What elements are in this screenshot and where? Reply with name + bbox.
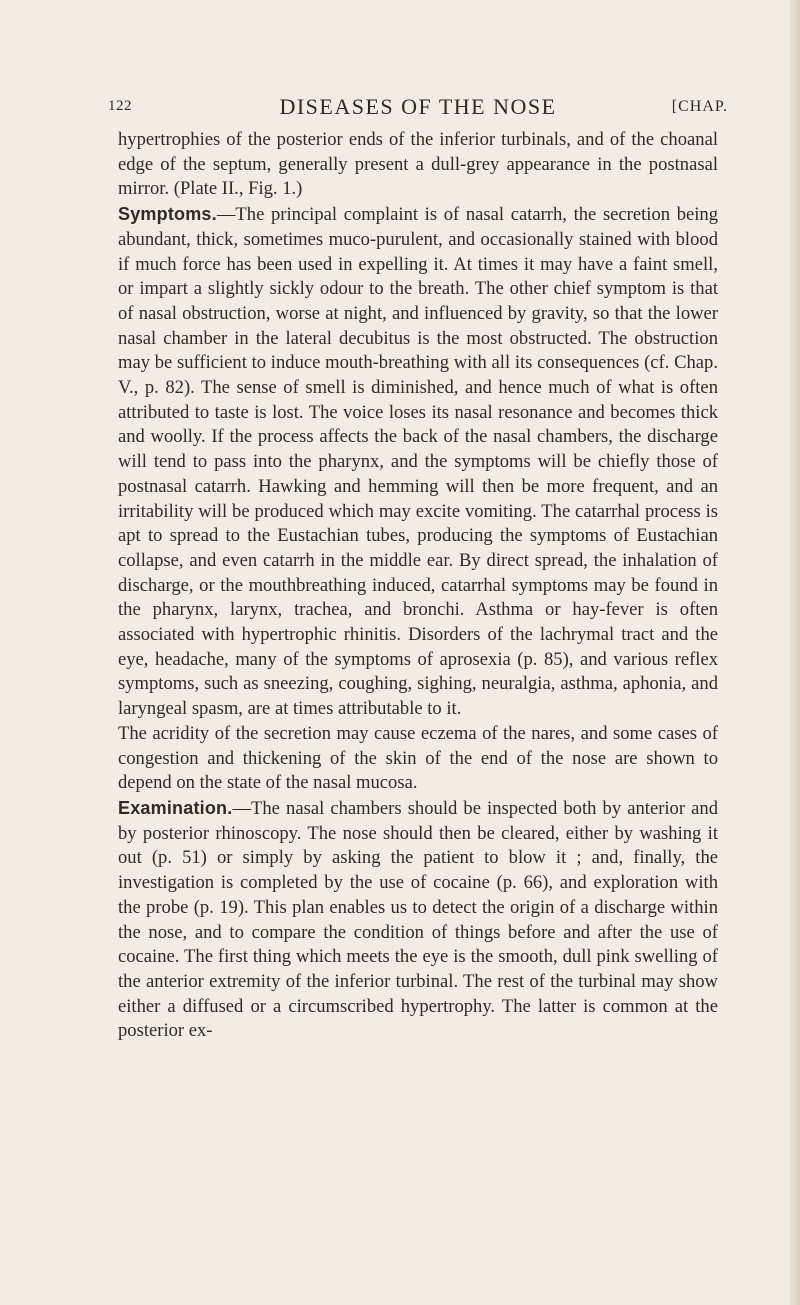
examination-heading: Examination. [118,797,233,818]
page-number: 122 [108,98,132,114]
running-title: DISEASES OF THE NOSE [279,94,557,119]
chapter-label: [CHAP. [671,98,728,115]
paragraph-continuation: hypertrophies of the posterior ends of the inferior turbinals, and of the choanal edge of the septum, generally present a dull-grey appearance in the postnasal mirror. (Plate II., Fig. 1.) [118,129,718,200]
examination-paragraph [118,796,718,1044]
symptoms-heading: Symptoms. [118,204,217,225]
page-header [108,94,728,124]
body-text [118,128,718,1044]
symptoms-paragraph [118,202,718,722]
page-edge-shadow [790,0,800,1305]
symptoms-text: —The principal complaint is of nasal catarrh, the secretion being abundant, thick, sometimes muco-purulent, and occasionally stained with blood if much force has been used in expelling it. At times it may have a faint smell, or impart a slightly sickly odour to the breath. The other chief symptom is that of nasal obstruction, worse at night, and influenced by gravity, so that the lower nasal chamber in the lateral decubitus is the most obstructed. The obstruction may be sufficient to induce mouth-breathing with all its consequences (cf. Chap. V., p. 82). The sense of smell is diminished, and hence much of what is often attributed to taste is lost. The voice loses its nasal resonance and becomes thick and woolly. If the process affects the back of the nasal chambers, the discharge will tend to pass into the pharynx, and the symptoms will be chiefly those of postnasal catarrh. Hawking and hemming will then be more frequent, and an irritability will be produced which may excite vomiting. The catarrhal process is apt to spread to the Eustachian tubes, producing the symptoms of Eustachian collapse, and even catarrh in the middle ear. By direct spread, the inhalation of discharge, or the mouthbreathing induced, catarrhal symptoms may be found in the pharynx, larynx, trachea, and bronchi. Asthma or hay-fever is often associated with hypertrophic rhinitis. Disorders of the lachrymal tract and the eye, headache, many of the symptoms of aprosexia (p. 85), and various reflex symptoms, such as sneezing, coughing, sighing, neuralgia, asthma, aphonia, and laryngeal spasm, are at times attributable to it. [118,204,718,720]
book-page [108,94,728,1044]
acridity-paragraph: The acridity of the secretion may cause eczema of the nares, and some cases of congestion and thickening of the skin of the end of the nose are shown to depend on the state of the nasal mucosa. [118,722,718,794]
examination-text: —The nasal chambers should be inspected both by anterior and by posterior rhinoscopy. The nose should then be cleared, either by washing it out (p. 51) or simply by asking the patient to blow it ; and, finally, the investigation is completed by the use of cocaine (p. 66), and exploration with the probe (p. 19). This plan enables us to detect the origin of a discharge within the nose, and to compare the condition of things before and after the use of cocaine. The first thing which meets the eye is the smooth, dull pink swelling of the anterior extremity of the inferior turbinal. The rest of the turbinal may show either a diffused or a circumscribed hypertrophy. The latter is common at the posterior ex- [118,797,718,1042]
